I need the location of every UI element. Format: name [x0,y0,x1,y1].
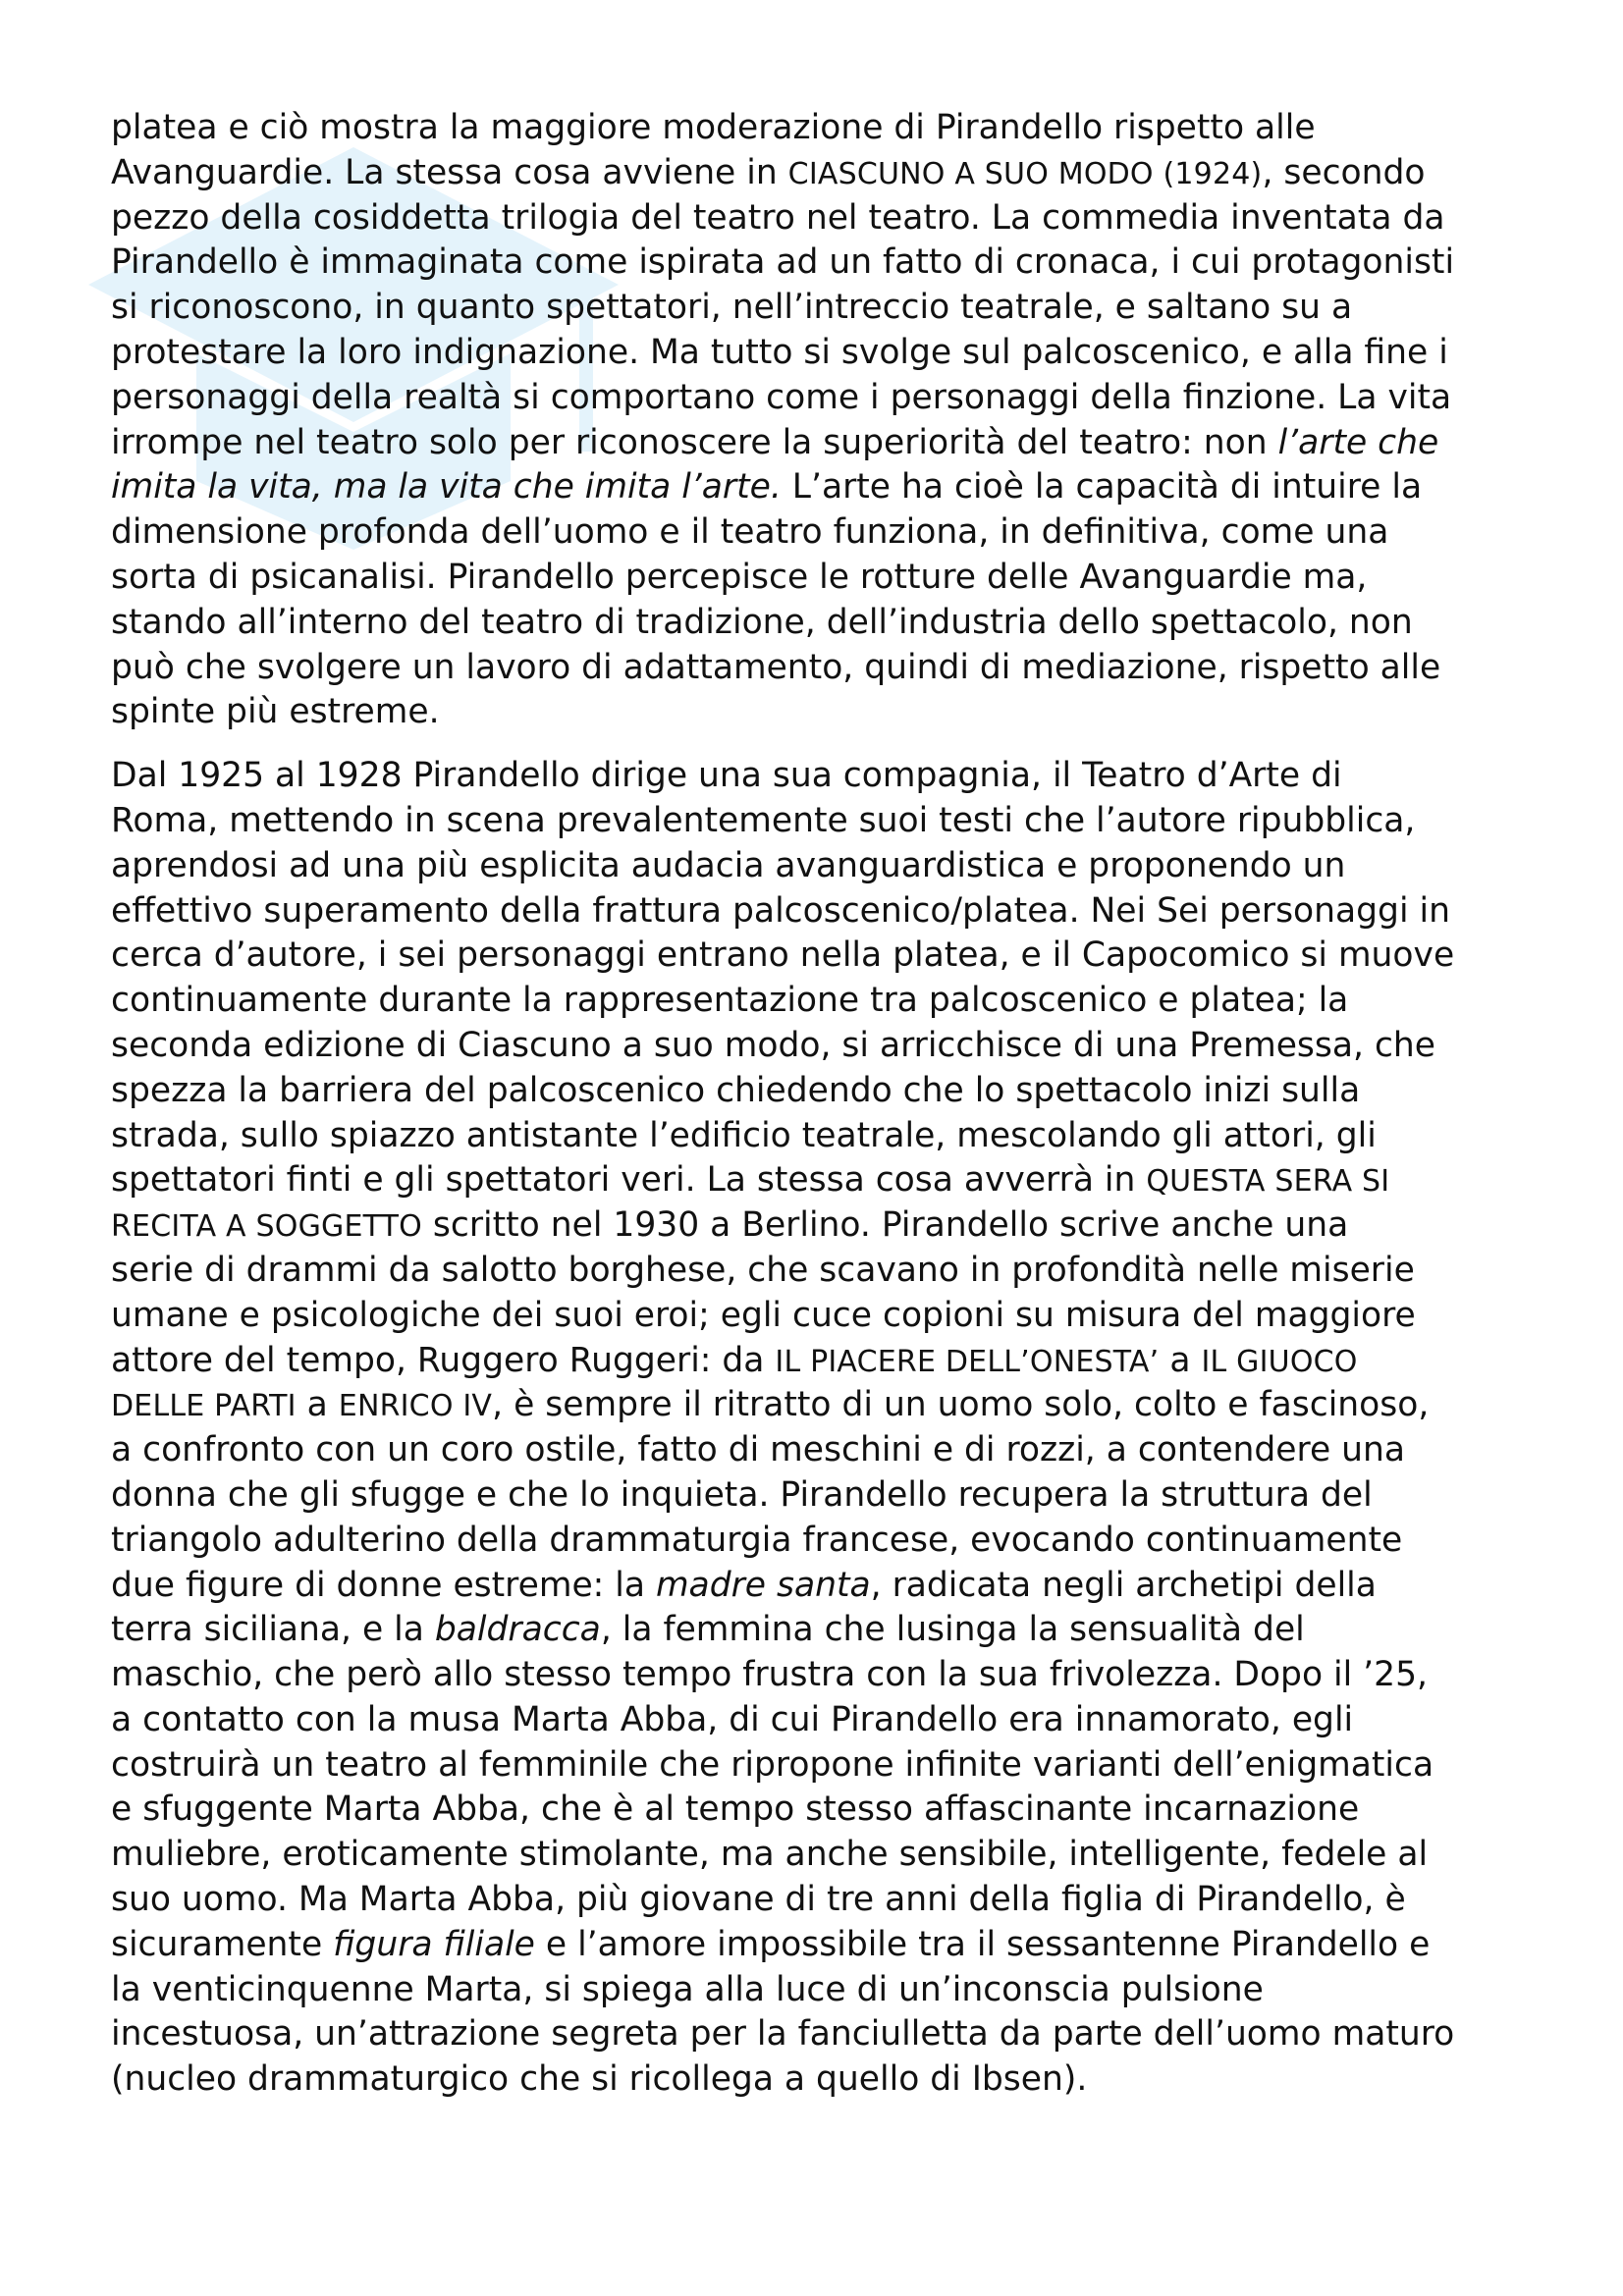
text-run: L’arte ha cioè la capacità di intuire la [781,467,1423,507]
small-caps-title: CIASCUNO A SUO MODO (1924) [787,156,1263,191]
text-run: effettivo superamento della frattura palcoscenico/platea. Nei Sei personaggi in [111,890,1450,931]
small-caps-title: IL PIACERE DELL’ONESTA’ [775,1344,1160,1379]
text-run: , la femmina che lusinga la sensualità del [600,1610,1305,1650]
text-run: spettatori finti e gli spettatori veri. La stessa cosa avverrà in [111,1160,1147,1201]
text-run: due figure di donne estreme: la [111,1565,656,1605]
italic-text: madre santa [655,1565,871,1605]
text-run: incestuosa, un’attrazione segreta per la fanciulletta da parte dell’uomo maturo [111,2014,1455,2055]
text-line [111,1788,1530,1833]
small-caps-title: QUESTA SERA SI [1146,1164,1390,1200]
text-run: protestare la loro indignazione. Ma tutto si svolge sul palcoscenico, e alla fine i [111,332,1448,372]
text-run: platea e ciò mostra la maggiore moderazione di Pirandello rispetto alle [111,108,1316,147]
text-line [111,151,1530,196]
text-run: maschio, che però allo stesso tempo frustra con la sua frivolezza. Dopo il ’25, [111,1655,1429,1695]
text-run: a contatto con la musa Marta Abba, di cui Pirandello era innamorato, egli [111,1699,1354,1739]
text-line [111,331,1530,376]
text-line [111,556,1530,601]
text-line [111,1833,1530,1878]
text-line [111,1968,1530,2013]
text-run: sorta di psicanalisi. Pirandello percepisce le rotture delle Avanguardie ma, [111,557,1368,597]
text-line [111,754,1530,799]
text-line [111,1114,1530,1159]
text-run: la venticinquenne Marta, si spiega alla luce di un’inconscia pulsione [111,1969,1264,2009]
text-line [111,1158,1530,1203]
text-line [111,1743,1530,1789]
text-line [111,646,1530,691]
text-run: pezzo della cosiddetta trilogia del teatro nel teatro. La commedia inventata da [111,197,1445,238]
text-run: a [1159,1340,1202,1380]
italic-text: figura filiale [333,1924,535,1964]
text-line [111,1473,1530,1519]
paragraph [111,754,1530,2103]
text-line [111,1069,1530,1114]
text-line [111,799,1530,844]
text-run: Avanguardie. La stessa cosa avviene in [111,152,788,192]
text-run: scritto nel 1930 a Berlino. Pirandello scrive anche una [421,1205,1349,1246]
text-run: triangolo adulterino della drammaturgia francese, evocando continuamente [111,1520,1403,1560]
text-run: spezza la barriera del palcoscenico chiedendo che lo spettacolo inizi sulla [111,1070,1361,1110]
text-line [111,844,1530,889]
text-line [111,286,1530,331]
small-caps-title: RECITA A SOGGETTO [111,1209,422,1245]
small-caps-title: DELLE PARTI [111,1389,297,1424]
small-caps-title: ENRICO IV [338,1389,493,1424]
text-line [111,1698,1530,1743]
text-line [111,2057,1530,2103]
text-line [111,1519,1530,1564]
document-page [111,106,1530,2121]
text-run: spinte più estreme. [111,692,440,732]
text-line [111,196,1530,241]
text-run: seconda edizione di Ciascuno a suo modo, si arricchisce di una Premessa, che [111,1025,1436,1065]
text-line [111,1249,1530,1294]
text-line [111,1653,1530,1698]
text-line [111,2012,1530,2057]
small-caps-title: IL GIUOCO [1201,1344,1358,1379]
text-run: Dal 1925 al 1928 Pirandello dirige una sua compagnia, il Teatro d’Arte di [111,756,1342,796]
text-run: suo uomo. Ma Marta Abba, più giovane di tre anni della figlia di Pirandello, è [111,1880,1406,1920]
text-line [111,1564,1530,1609]
text-line [111,1608,1530,1653]
text-line [111,421,1530,466]
italic-text: l’arte che [1277,422,1439,462]
text-line [111,465,1530,510]
text-line [111,1294,1530,1339]
text-line [111,240,1530,286]
text-line [111,690,1530,735]
text-line [111,1203,1530,1249]
text-line [111,1339,1530,1384]
italic-text: imita la vita, ma la vita che imita l’arte. [111,467,782,507]
text-run: umane e psicologiche dei suoi eroi; egli cuce copioni su misura del maggiore [111,1295,1416,1335]
text-run: personaggi della realtà si comportano come i personaggi della finzione. La vita [111,377,1452,417]
text-run: attore del tempo, Ruggero Ruggeri: da [111,1340,776,1380]
text-run: irrompe nel teatro solo per riconoscere la superiorità del teatro: non [111,422,1278,462]
text-line [111,601,1530,646]
italic-text: baldracca [434,1610,601,1650]
text-line [111,979,1530,1024]
text-run: serie di drammi da salotto borghese, che scavano in profondità nelle miserie [111,1250,1415,1290]
text-run: donna che gli sfugge e che lo inquieta. Pirandello recupera la struttura del [111,1474,1373,1515]
text-run: a [296,1385,339,1425]
text-run: , secondo [1262,152,1426,192]
text-run: sicuramente [111,1924,334,1964]
text-run: cerca d’autore, i sei personaggi entrano nella platea, e il Capocomico si muove [111,935,1455,976]
text-run: , radicata negli archetipi della [870,1565,1377,1605]
text-run: dimensione profonda dell’uomo e il teatro funziona, in definitiva, come una [111,512,1389,553]
text-run: stando all’interno del teatro di tradizione, dell’industria dello spettacolo, non [111,602,1413,642]
text-run: terra siciliana, e la [111,1610,435,1650]
text-run: muliebre, eroticamente stimolante, ma anche sensibile, intelligente, fedele al [111,1835,1429,1875]
text-line [111,106,1530,151]
text-run: si riconoscono, in quanto spettatori, nell’intreccio teatrale, e saltano su a [111,288,1353,328]
text-line [111,1428,1530,1473]
text-run: può che svolgere un lavoro di adattamento, quindi di mediazione, rispetto alle [111,647,1441,687]
text-run: e l’amore impossibile tra il sessantenne Pirandello e [534,1924,1431,1964]
text-line [111,1383,1530,1428]
paragraph [111,106,1530,735]
text-line [111,376,1530,421]
text-run: (nucleo drammaturgico che si ricollega a quello di Ibsen). [111,2059,1088,2100]
text-line [111,510,1530,556]
text-run: strada, sullo spiazzo antistante l’edificio teatrale, mescolando gli attori, gli [111,1115,1377,1155]
text-run: costruirà un teatro al femminile che ripropone infinite varianti dell’enigmatica [111,1744,1434,1785]
text-line [111,934,1530,979]
text-line [111,1878,1530,1923]
text-run: aprendosi ad una più esplicita audacia avanguardistica e proponendo un [111,845,1346,885]
text-run: continuamente durante la rappresentazione tra palcoscenico e platea; la [111,981,1349,1021]
text-run: e sfuggente Marta Abba, che è al tempo stesso affascinante incarnazione [111,1789,1360,1830]
text-line [111,1923,1530,1968]
text-run: Roma, mettendo in scena prevalentemente suoi testi che l’autore ripubblica, [111,800,1416,840]
text-line [111,889,1530,934]
text-line [111,1024,1530,1069]
text-run: , è sempre il ritratto di un uomo solo, colto e fascinoso, [492,1385,1430,1425]
text-run: a confronto con un coro ostile, fatto di meschini e di rozzi, a contendere una [111,1430,1406,1470]
text-run: Pirandello è immaginata come ispirata ad un fatto di cronaca, i cui protagonisti [111,242,1455,283]
